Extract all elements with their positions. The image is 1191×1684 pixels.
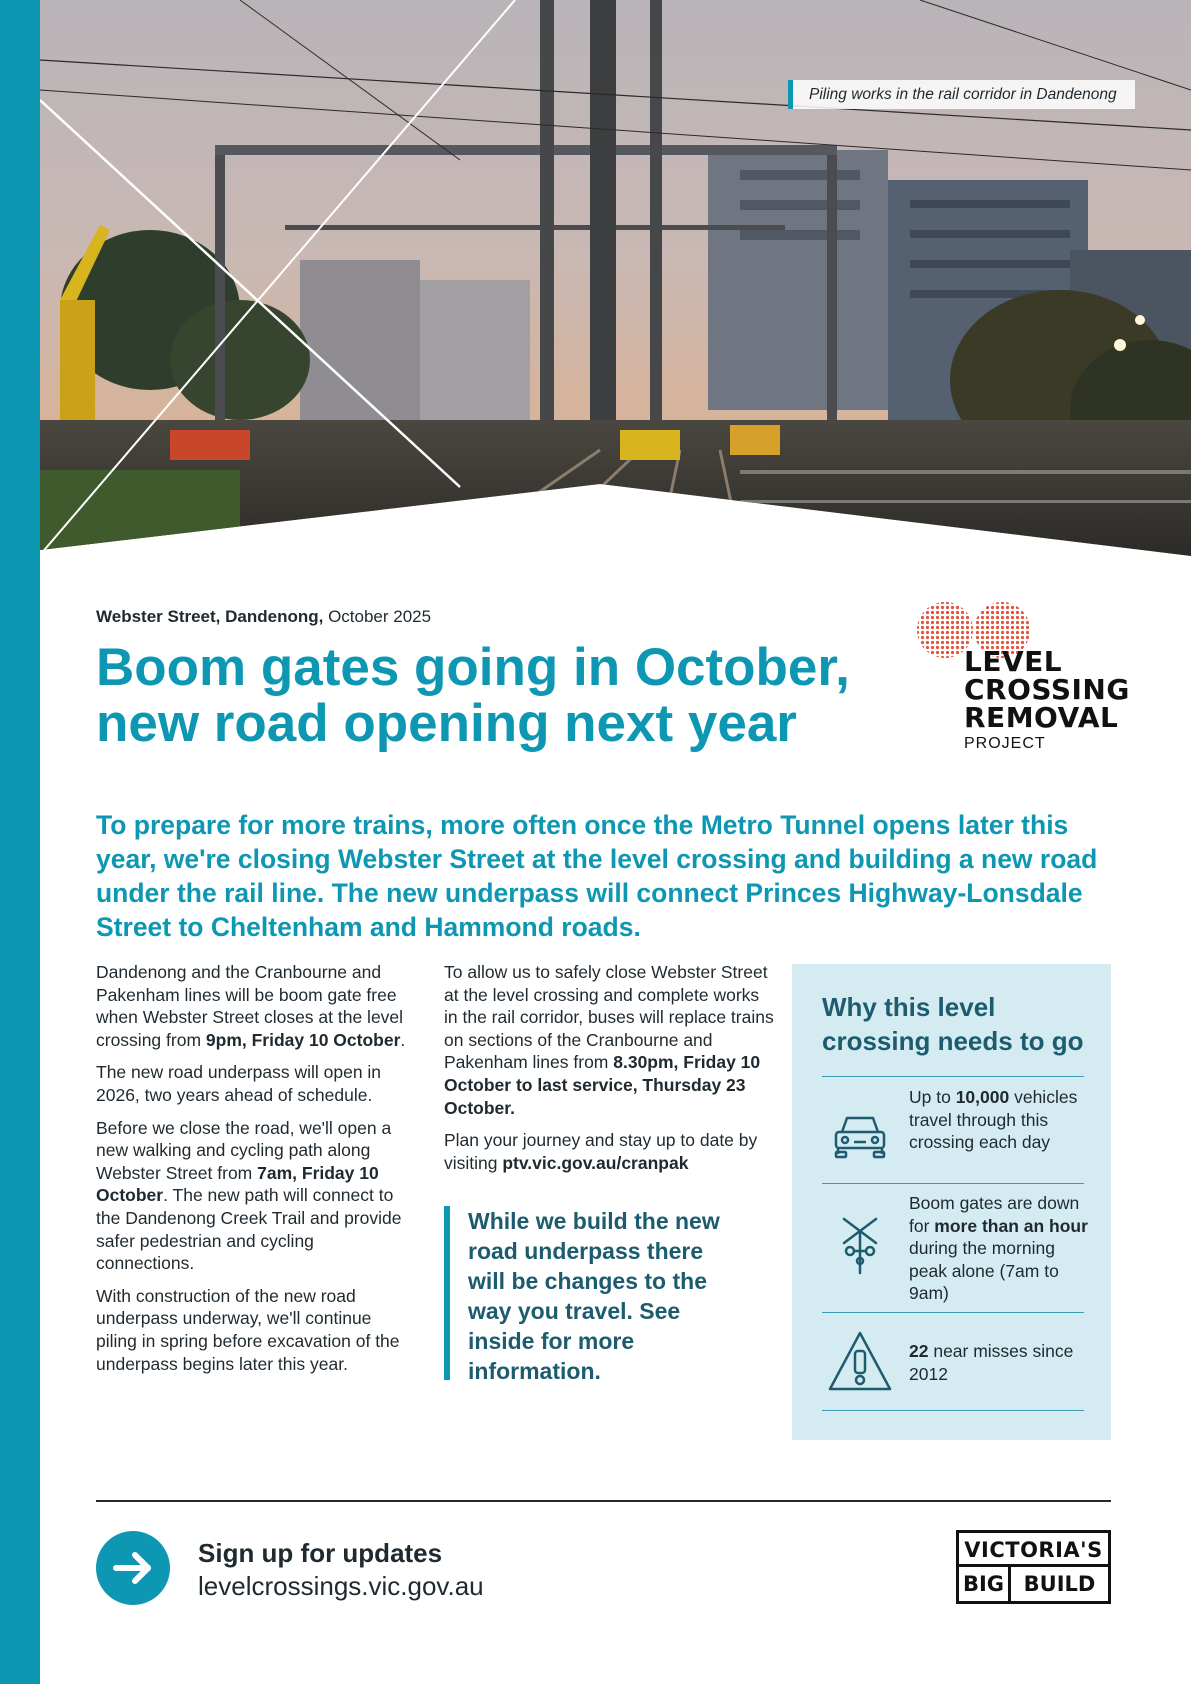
callout-text: While we build the new road underpass there will be changes to the way you travel. See inside for more information. [468, 1208, 720, 1384]
logo-line-crossing: CROSSING [964, 673, 1130, 706]
vbb-line-build: BUILD [1023, 1572, 1096, 1596]
headline-line-1: Boom gates going in October, [96, 638, 850, 697]
callout-quote [444, 1206, 744, 1384]
side-accent-bar [0, 0, 40, 1684]
why-box-title: Why this level crossing needs to go [822, 992, 1084, 1056]
divider [822, 1183, 1084, 1184]
logo-line-level: LEVEL [964, 645, 1063, 678]
col1-paragraph-2: The new road underpass will open in 2026, two years ahead of schedule. [96, 1062, 382, 1105]
signup-arrow-button[interactable] [96, 1531, 170, 1605]
level-crossing-removal-project-logo [910, 600, 1130, 756]
col1-paragraph-1: Dandenong and the Cranbourne and Pakenham lines will be boom gate free when Webster Street closes at the level crossing from 9pm, Friday 10 October. [96, 962, 406, 1050]
col1-paragraph-3: Before we close the road, we'll open a new walking and cycling path along Webster Street from 7am, Friday 10 October. The new path will connect to the Dandenong Creek Trail and provide safer pedestrian and cycling connections. [96, 1117, 402, 1274]
warning-icon [828, 1329, 892, 1393]
divider [822, 1410, 1084, 1411]
col2-paragraph-2: Plan your journey and stay up to date by visiting ptv.vic.gov.au/cranpak [444, 1130, 758, 1173]
intro-paragraph: To prepare for more trains, more often once the Metro Tunnel opens later this year, we're closing Webster Street at the level crossing and building a new road under the rail line. The new underpass will connect Princes Highway-Lonsdale Street to Cheltenham and Hammond roads. [96, 810, 1098, 942]
dateline [96, 607, 431, 627]
car-icon [828, 1104, 892, 1168]
divider [822, 1076, 1084, 1077]
headline-line-2: new road opening next year [96, 694, 797, 753]
arrow-right-icon [96, 1531, 170, 1605]
body-column-1 [96, 961, 406, 1385]
why-item-boom-gates: Boom gates are down for more than an hour during the morning peak alone (7am to 9am) [909, 1193, 1088, 1304]
ptv-link[interactable]: ptv.vic.gov.au/cranpak [502, 1152, 689, 1173]
logo-line-removal: REMOVAL [964, 701, 1119, 734]
date-text: October 2025 [323, 607, 432, 626]
col2-paragraph-1: To allow us to safely close Webster Street at the level crossing and complete works in the rail corridor, buses will replace trains on sections of the Cranbourne and Pakenham lines from 8.30pm, Friday 10 October to last service, Thursday 23 October. [444, 962, 774, 1118]
col1-paragraph-4: With construction of the new road underpass underway, we'll continue piling in spring before excavation of the underpass begins later this year. [96, 1285, 400, 1374]
page-title [96, 640, 896, 752]
photo-caption: Piling works in the rail corridor in Dandenong [788, 80, 1135, 109]
vbb-line-big: BIG [959, 1567, 1011, 1601]
why-item-vehicles: Up to 10,000 vehicles travel through this crossing each day [909, 1087, 1078, 1153]
level-crossing-icon [828, 1213, 892, 1277]
victorias-big-build-logo [956, 1530, 1111, 1604]
vbb-line-victorias: VICTORIA'S [959, 1533, 1108, 1567]
why-this-level-crossing-box [792, 964, 1111, 1440]
divider [822, 1312, 1084, 1313]
location-text: Webster Street, Dandenong, [96, 607, 324, 626]
signup-title: Sign up for updates [198, 1538, 443, 1568]
signup-link[interactable]: levelcrossings.vic.gov.au [198, 1571, 484, 1601]
logo-wordmark [964, 645, 1130, 734]
why-item-near-misses: 22 near misses since 2012 [909, 1341, 1074, 1384]
hero-photo [40, 0, 1191, 560]
logo-line-project: PROJECT [964, 735, 1046, 752]
footer-divider [96, 1500, 1111, 1502]
body-column-2 [444, 961, 774, 1184]
